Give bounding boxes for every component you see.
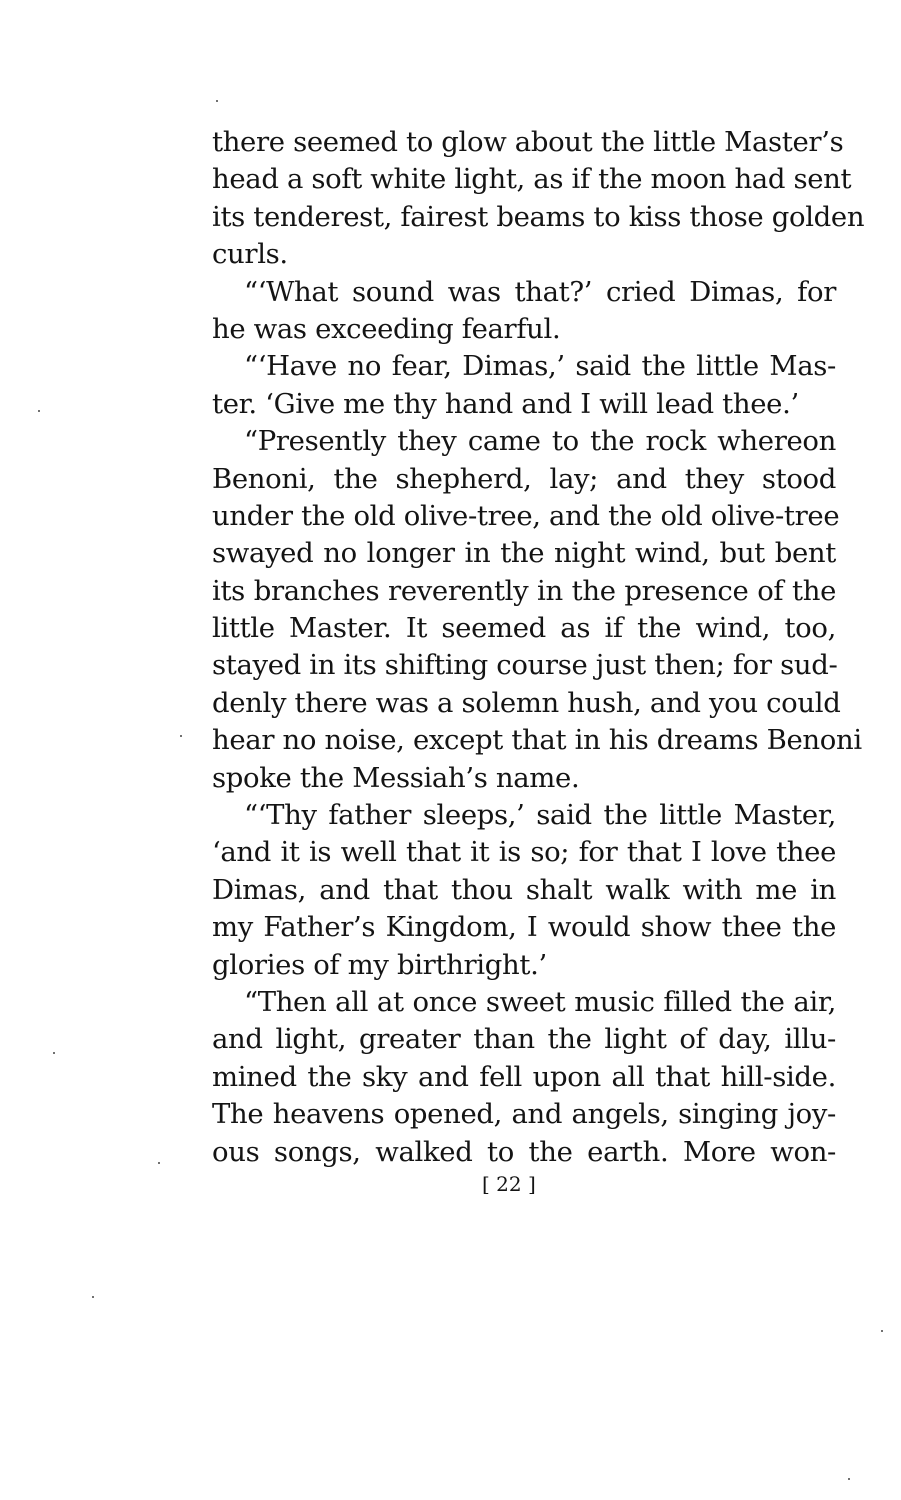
text-line-21: Dimas, and that thou shalt walk with me in [212,873,836,906]
text-line-1: there seemed to glow about the little Master’s [212,126,844,158]
text-line-12: swayed no longer in the night wind, but bent [212,537,836,570]
page-number: [ 22 ] [482,1172,536,1196]
text-line-27: The heavens opened, and angels, singing joy- [212,1098,836,1131]
text-line-2: head a soft white light, as if the moon had sent [212,163,852,196]
text-line-15: stayed in its shifting course just then; for sud- [212,649,838,682]
scan-speck [848,1478,850,1480]
text-line-8: ter. ‘Give me thy hand and I will lead thee.’ [212,387,799,420]
scan-speck [92,1296,94,1298]
text-line-17: hear no noise, except that in his dreams Benoni [212,724,862,757]
body-text [212,124,865,1171]
scan-speck [158,1162,160,1164]
text-line-7: “‘Have no fear, Dimas,’ said the little Mas- [244,350,836,383]
text-line-24: “Then all at once sweet music filled the air, [244,985,836,1018]
text-line-18: spoke the Messiah’s name. [212,761,580,794]
text-line-23: glories of my birthright.’ [212,948,547,981]
scan-speck [38,410,40,412]
text-line-16: denly there was a solemn hush, and you could [212,686,841,719]
text-line-20: ‘and it is well that it is so; for that I love thee [212,836,836,869]
text-line-9: “Presently they came to the rock whereon [244,425,836,458]
text-line-4: curls. [212,238,288,271]
scan-speck [53,1052,55,1054]
text-line-14: little Master. It seemed as if the wind, too, [212,612,836,645]
scan-speck [881,1330,883,1332]
text-line-10: Benoni, the shepherd, lay; and they stood [212,462,836,495]
text-line-28: ous songs, walked to the earth. More won- [212,1135,836,1168]
text-line-22: my Father’s Kingdom, I would show thee the [212,911,836,944]
text-line-5: “‘What sound was that?’ cried Dimas, for [244,275,836,308]
text-line-3: its tenderest, fairest beams to kiss those golden [212,200,865,233]
text-line-25: and light, greater than the light of day, illu- [212,1023,836,1056]
text-line-11: under the old olive-tree, and the old olive-tree [212,499,840,532]
text-line-26: mined the sky and fell upon all that hill-side. [212,1060,836,1093]
text-line-13: its branches reverently in the presence of the [212,574,836,607]
text-line-6: he was exceeding fearful. [212,312,561,345]
scan-speck [180,735,182,737]
scan-speck [216,100,218,102]
text-line-19: “‘Thy father sleeps,’ said the little Master, [244,799,836,832]
